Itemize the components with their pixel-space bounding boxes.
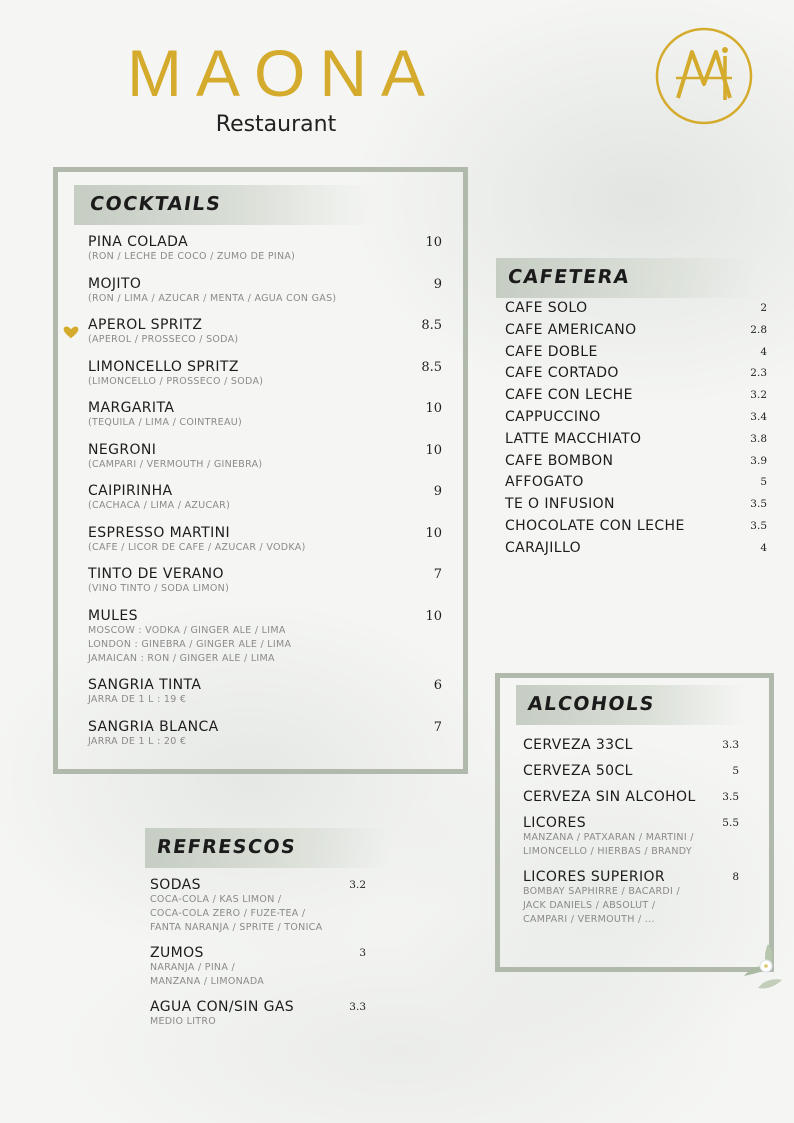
brand-header (108, 38, 444, 137)
cocktails-item-description: (TEQUILA / LIMA / COINTREAU) (88, 417, 243, 428)
alcohols-item-price: 8 (732, 871, 739, 883)
cocktails-item-price: 8.5 (421, 318, 442, 333)
cocktails-item-price: 8.5 (421, 359, 442, 375)
cocktails-item-description: (APEROL / PROSSECO / SODA) (88, 334, 239, 345)
cocktails-item-name: LIMONCELLO SPRITZ (88, 358, 239, 375)
alcohols-item-description: CAMPARI / VERMOUTH / ... (523, 914, 655, 925)
cocktails-item-description: (VINO TINTO / SODA LIMON) (88, 583, 230, 594)
cocktails-item-name: SANGRIA BLANCA (88, 718, 219, 735)
cafetera-item-price: 3.2 (750, 389, 767, 402)
cafetera-item-name: CAFE SOLO (505, 300, 588, 316)
cocktails-item-name: MOJITO (88, 275, 142, 292)
cocktails-item-description: JARRA DE 1 L : 19 € (88, 694, 187, 705)
cocktails-item-price: 6 (433, 678, 442, 693)
alcohols-item (523, 869, 680, 927)
cocktails-item-description: (CACHACA / LIMA / AZUCAR) (88, 500, 231, 511)
refrescos-title: REFRESCOS (155, 836, 298, 858)
alcohols-item (523, 789, 696, 805)
cocktails-item (88, 276, 336, 306)
cafetera-item-name: CHOCOLATE CON LECHE (505, 518, 685, 534)
cafetera-item-name: CAFE AMERICANO (505, 321, 637, 338)
cafetera-item-name: TE O INFUSION (505, 496, 615, 513)
refrescos-item-description: COCA-COLA ZERO / FUZE-TEA / (150, 908, 306, 919)
cafetera-item (505, 322, 637, 338)
alcohols-item-description: JACK DANIELS / ABSOLUT / (523, 900, 656, 911)
alcohols-item (523, 815, 694, 859)
cocktails-item-price: 9 (433, 276, 442, 292)
cafetera-item (505, 496, 615, 512)
cocktails-item-name: MARGARITA (88, 400, 175, 416)
refrescos-item-name: ZUMOS (150, 945, 204, 961)
cafetera-item (505, 365, 619, 381)
refrescos-item-price: 3.3 (349, 1001, 366, 1013)
alcohols-item-name: LICORES SUPERIOR (523, 869, 666, 885)
alcohols-item-description: LIMONCELLO / HIERBAS / BRANDY (523, 846, 692, 857)
refrescos-item-description: MANZANA / LIMONADA (150, 976, 265, 987)
cafetera-item-name: CAFE CON LECHE (505, 387, 633, 404)
cafetera-item-price: 2.8 (750, 323, 767, 336)
cocktails-item (88, 442, 262, 472)
cafetera-item-name: AFFOGATO (505, 474, 584, 491)
cocktails-item-description: LONDON : GINEBRA / GINGER ALE / LIMA (88, 638, 292, 650)
alcohols-item-description: BOMBAY SAPHIRRE / BACARDI / (523, 886, 680, 897)
cafetera-title: CAFETERA (506, 266, 632, 288)
cocktails-item-name: APEROL SPRITZ (88, 317, 203, 333)
brand-subtitle: Restaurant (215, 112, 337, 137)
refrescos-item-price: 3 (359, 947, 366, 959)
cocktails-item-description: (CAMPARI / VERMOUTH / GINEBRA) (88, 458, 263, 470)
cocktails-item (88, 317, 238, 347)
heart-icon (62, 323, 80, 341)
cafetera-item-name: CAPPUCCINO (505, 409, 601, 425)
cafetera-item (505, 453, 613, 469)
refrescos-item-name: SODAS (150, 877, 201, 893)
cafetera-item-name: CAFE DOBLE (505, 343, 598, 360)
alcohols-item-price: 5.5 (722, 817, 739, 829)
cocktails-item-name: SANGRIA TINTA (88, 677, 202, 693)
cocktails-item-description: JARRA DE 1 L : 20 € (88, 735, 187, 747)
alcohols-item-name: LICORES (523, 815, 586, 831)
cocktails-item-name: TINTO DE VERANO (88, 566, 224, 582)
cocktails-item (88, 566, 229, 596)
alcohols-item (523, 737, 633, 753)
cocktails-item-price: 10 (425, 401, 442, 416)
refrescos-item (150, 945, 264, 989)
cafetera-item (505, 540, 581, 556)
brand-name: MAONA (126, 36, 440, 110)
refrescos-item (150, 877, 322, 935)
cocktails-item-description: (CAFE / LICOR DE CAFE / AZUCAR / VODKA) (88, 541, 306, 553)
cocktails-item (88, 608, 291, 666)
cafetera-item (505, 518, 685, 534)
refrescos-item-name: AGUA CON/SIN GAS (150, 999, 295, 1015)
cocktails-item (88, 719, 219, 749)
cocktails-item-description: (RON / LIMA / AZUCAR / MENTA / AGUA CON GAS) (88, 292, 337, 304)
cocktails-header (74, 185, 374, 225)
cafetera-item-name: LATTE MACCHIATO (505, 430, 642, 447)
cocktails-item-price: 9 (433, 484, 442, 499)
alcohols-item (523, 763, 633, 779)
alcohols-item-description: MANZANA / PATXARAN / MARTINI / (523, 832, 694, 843)
cafetera-item-price: 3.9 (750, 454, 767, 467)
cafetera-item-price: 2 (760, 302, 767, 314)
alcohols-item-price: 3.3 (722, 739, 739, 751)
cafetera-item-price: 2.3 (750, 367, 767, 380)
cafetera-item-price: 5 (760, 476, 767, 489)
cocktails-item (88, 234, 295, 264)
cafetera-item (505, 474, 584, 490)
cocktails-item-price: 7 (433, 567, 442, 582)
cocktails-item-description: JAMAICAN : RON / GINGER ALE / LIMA (88, 652, 275, 664)
cocktails-item-price: 7 (433, 719, 442, 735)
refrescos-item-description: FANTA NARANJA / SPRITE / TONICA (150, 922, 323, 933)
cocktails-item-description: (LIMONCELLO / PROSSECO / SODA) (88, 375, 264, 387)
cocktails-item (88, 677, 201, 707)
cafetera-item (505, 431, 641, 447)
cocktails-item-name: CAIPIRINHA (88, 483, 173, 499)
cafetera-item-name: CAFE CORTADO (505, 365, 619, 382)
cocktails-item-name: NEGRONI (88, 441, 157, 458)
cafetera-item-price: 3.4 (750, 411, 767, 423)
cocktails-title: COCKTAILS (88, 193, 223, 215)
refrescos-header (145, 828, 390, 868)
cocktails-item-price: 10 (425, 442, 442, 458)
alcohols-header (516, 685, 746, 725)
cocktails-item (88, 359, 263, 389)
cafetera-item-price: 4 (760, 541, 767, 554)
cafetera-item (505, 300, 588, 316)
cafetera-item-price: 3.5 (750, 520, 767, 532)
refrescos-item (150, 999, 294, 1029)
cocktails-item-name: ESPRESSO MARTINI (88, 524, 231, 541)
cocktails-item-name: MULES (88, 607, 138, 624)
refrescos-item-description: NARANJA / PINA / (150, 962, 235, 973)
alcohols-item-price: 5 (732, 765, 739, 777)
cafetera-item (505, 409, 601, 425)
cocktails-item-price: 10 (425, 525, 442, 541)
cafetera-item-name: CAFE BOMBON (505, 452, 614, 469)
cocktails-item (88, 400, 242, 430)
logo-letter: M (704, 121, 705, 122)
logo-monogram-icon (654, 26, 754, 126)
refrescos-item-description: COCA-COLA / KAS LIMON / (150, 894, 282, 905)
flower-decoration-icon (738, 936, 786, 992)
cocktails-item (88, 483, 230, 513)
cafetera-item (505, 344, 598, 360)
alcohols-item-price: 3.5 (722, 791, 739, 803)
cafetera-header (496, 258, 756, 298)
alcohols-item-name: CERVEZA 50CL (523, 763, 633, 779)
cocktails-item-description: MOSCOW : VODKA / GINGER ALE / LIMA (88, 624, 286, 636)
alcohols-title: ALCOHOLS (526, 693, 657, 715)
cocktails-item-price: 10 (425, 608, 442, 624)
cocktails-item-description: (RON / LECHE DE COCO / ZUMO DE PINA) (88, 251, 296, 262)
cocktails-item (88, 525, 306, 555)
cafetera-item-name: CARAJILLO (505, 539, 582, 556)
cafetera-item-price: 3.5 (750, 498, 767, 511)
cafetera-item (505, 387, 633, 403)
cafetera-item-price: 3.8 (750, 432, 767, 445)
alcohols-item-name: CERVEZA SIN ALCOHOL (523, 789, 696, 805)
cocktails-item-name: PINA COLADA (88, 234, 189, 250)
alcohols-item-name: CERVEZA 33CL (523, 737, 633, 753)
refrescos-item-description: MEDIO LITRO (150, 1016, 217, 1027)
cocktails-item-price: 10 (425, 235, 442, 250)
cafetera-item-price: 4 (760, 345, 767, 358)
refrescos-item-price: 3.2 (349, 879, 366, 891)
